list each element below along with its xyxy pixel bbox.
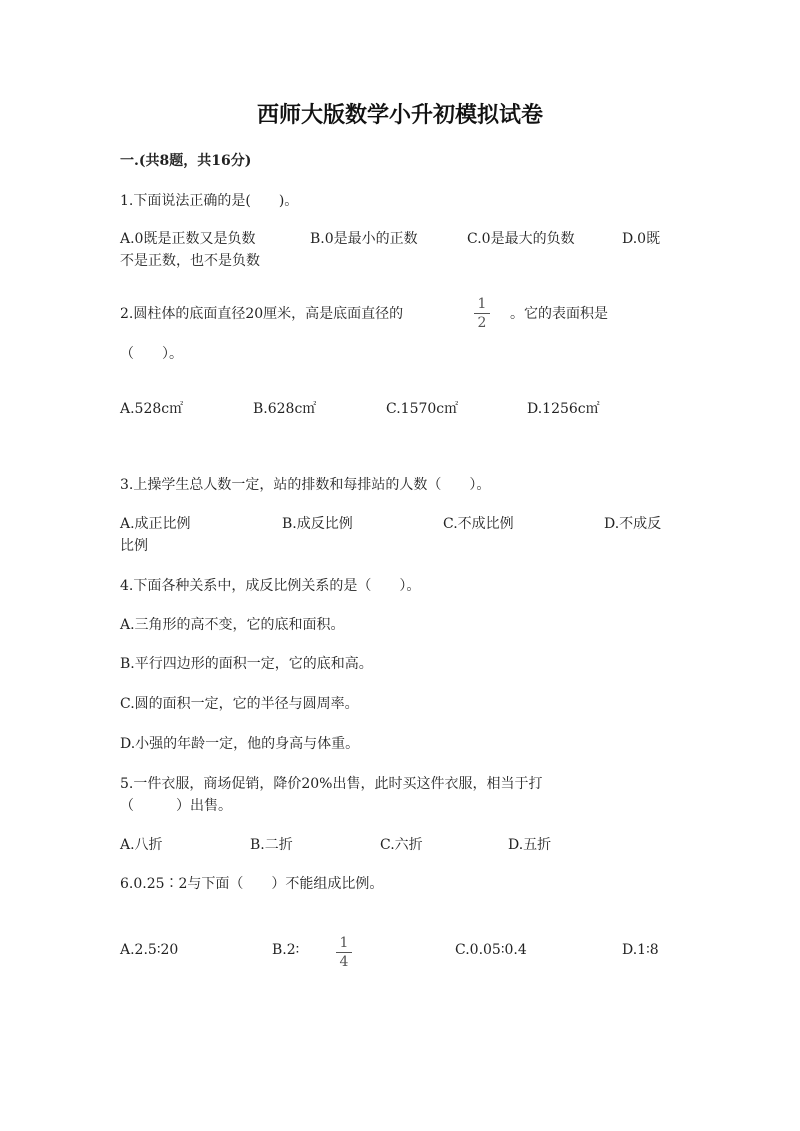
fraction-bar xyxy=(474,313,490,314)
question-6-option-b: B.2∶ xyxy=(272,942,300,958)
question-4-option-a: A.三角形的高不变，它的底和面积。 xyxy=(120,617,345,633)
question-6-option-d: D.1∶8 xyxy=(622,942,659,958)
fraction-numerator: 1 xyxy=(477,296,487,312)
question-2-option-a: A.528c㎡ xyxy=(120,401,184,417)
exam-title: 西师大版数学小升初模拟试卷 xyxy=(256,102,543,128)
question-2-stem-line2: （ ）。 xyxy=(120,346,183,362)
question-2-option-b: B.628c㎡ xyxy=(253,401,317,417)
question-3-option-a: A.成正比例 xyxy=(120,516,191,532)
question-2-stem: 2.圆柱体的底面直径20厘米，高是底面直径的 xyxy=(120,306,404,322)
question-4-option-c: C.圆的面积一定，它的半径与圆周率。 xyxy=(120,696,359,712)
question-1-option-d: D.0既 xyxy=(622,231,661,247)
fraction-denominator: 4 xyxy=(339,954,349,970)
question-3-option-d-continued: 比例 xyxy=(120,538,148,554)
question-3-option-d: D.不成反 xyxy=(604,516,662,532)
question-3-option-b: B.成反比例 xyxy=(282,516,353,532)
fraction-bar xyxy=(336,952,352,953)
fraction-numerator: 1 xyxy=(339,935,349,951)
question-4-option-d: D.小强的年龄一定，他的身高与体重。 xyxy=(120,736,360,752)
question-4-stem: 4.下面各种关系中，成反比例关系的是（ ）。 xyxy=(120,578,421,594)
question-2-option-d: D.1256c㎡ xyxy=(527,401,600,417)
question-5-stem: 5.一件衣服，商场促销，降价20%出售，此时买这件衣服，相当于打 xyxy=(120,776,543,792)
question-3-stem: 3.上操学生总人数一定，站的排数和每排站的人数（ ）。 xyxy=(120,477,491,493)
fraction-denominator: 2 xyxy=(477,315,487,331)
question-1-stem: 1.下面说法正确的是( )。 xyxy=(120,193,299,209)
question-5-option-a: A.八折 xyxy=(120,837,163,853)
question-5-option-b: B.二折 xyxy=(250,837,293,853)
question-6-stem: 6.0.25∶2与下面（ ）不能组成比例。 xyxy=(120,876,384,892)
question-2-stem-end: 。它的表面积是 xyxy=(510,306,608,322)
fraction-one-quarter xyxy=(334,935,354,970)
question-5-option-d: D.五折 xyxy=(508,837,552,853)
question-6-option-a: A.2.5∶20 xyxy=(120,942,179,958)
question-2-option-c: C.1570c㎡ xyxy=(386,401,459,417)
question-1-option-b: B.0是最小的正数 xyxy=(310,231,418,247)
question-1-option-a: A.0既是正数又是负数 xyxy=(120,231,256,247)
question-5-option-c: C.六折 xyxy=(380,837,423,853)
fraction-one-half xyxy=(472,296,492,331)
question-1-option-c: C.0是最大的负数 xyxy=(467,231,575,247)
question-5-stem-line2: （ ）出售。 xyxy=(120,798,232,814)
question-1-option-d-continued: 不是正数，也不是负数 xyxy=(120,253,260,269)
question-4-option-b: B.平行四边形的面积一定，它的底和高。 xyxy=(120,656,373,672)
question-3-option-c: C.不成比例 xyxy=(443,516,514,532)
section-heading: 一.(共8题，共16分) xyxy=(120,153,252,169)
question-6-option-c: C.0.05∶0.4 xyxy=(455,942,527,958)
